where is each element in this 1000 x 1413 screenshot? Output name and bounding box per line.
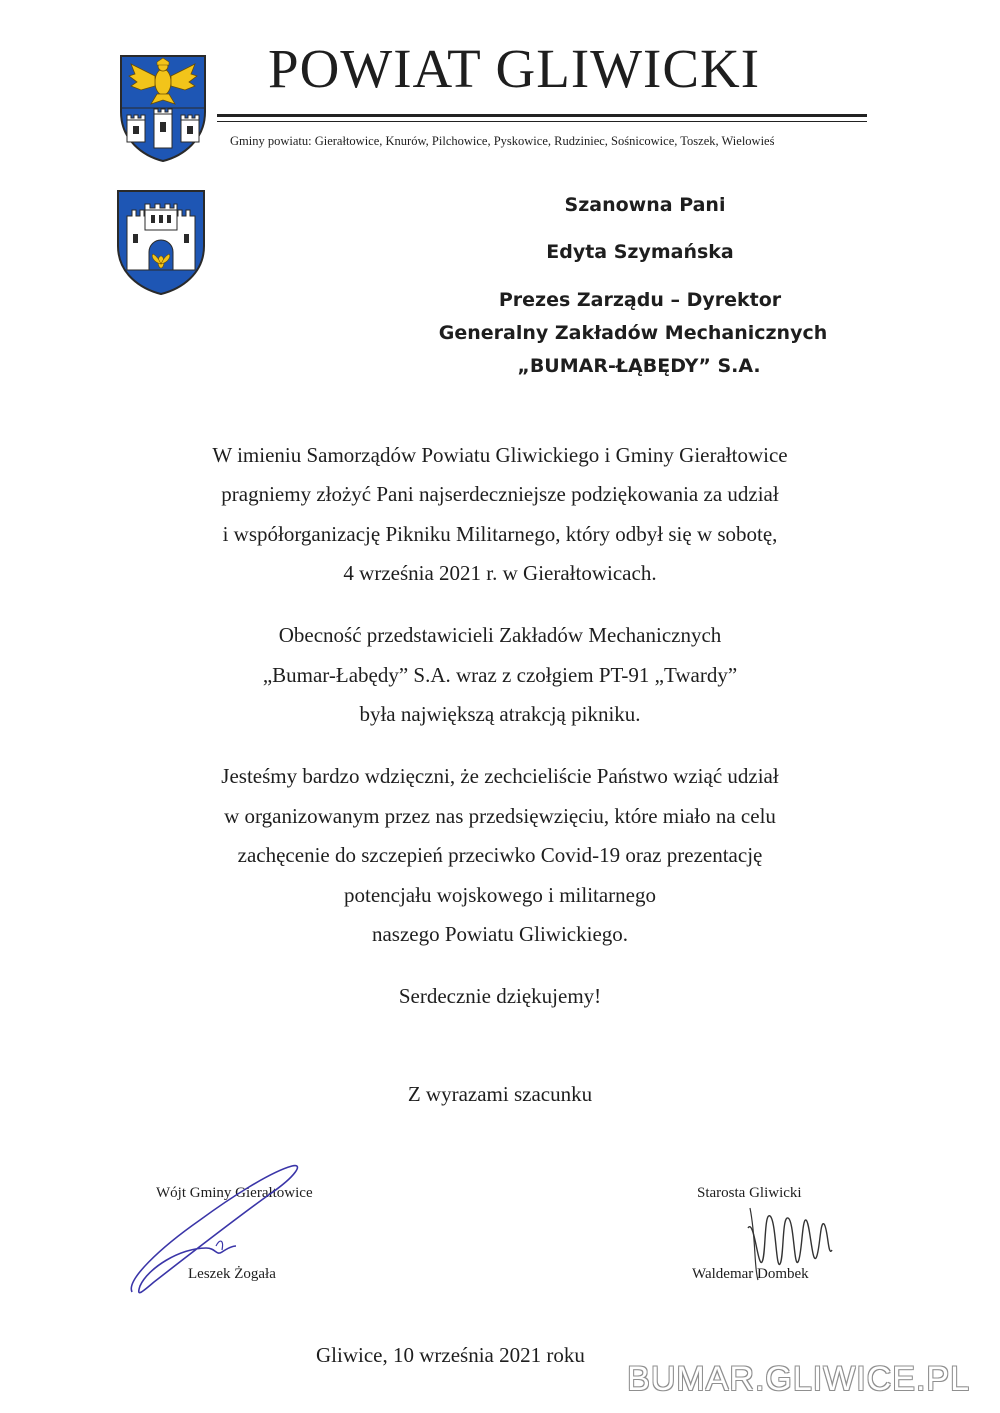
place-and-date: Gliwice, 10 września 2021 roku xyxy=(316,1343,585,1367)
paragraph-3-line-2: w organizowanym przez nas przedsięwzięciu, które miało na celu xyxy=(224,804,776,828)
paragraph-2-line-3: była największą atrakcją pikniku. xyxy=(359,702,641,726)
header-rule-thin xyxy=(217,121,867,122)
header-title: POWIAT GLIWICKI xyxy=(268,38,761,99)
addressee-name: Edyta Szymańska xyxy=(546,241,734,263)
left-signatory-name: Leszek Żogała xyxy=(188,1266,276,1282)
left-handwritten-signature-icon xyxy=(120,1150,320,1310)
left-signatory-title: Wójt Gminy Gierałtowice xyxy=(156,1185,313,1201)
paragraph-3-line-3: zachęcenie do szczepień przeciwko Covid-19 oraz prezentację xyxy=(237,843,763,867)
addressee-position-line2: Generalny Zakładów Mechanicznych xyxy=(438,322,828,344)
paragraph-3-line-1: Jesteśmy bardzo wdzięczni, że zechcieliście Państwo wziąć udział xyxy=(221,764,779,788)
powiat-coat-of-arms-icon xyxy=(117,52,209,164)
salutation: Szanowna Pani xyxy=(564,194,726,216)
addressee-position-line3: „BUMAR-ŁĄBĘDY” S.A. xyxy=(517,355,761,377)
paragraph-2-line-1: Obecność przedstawicieli Zakładów Mechanicznych xyxy=(278,623,722,647)
paragraph-1-line-1: W imieniu Samorządów Powiatu Gliwickiego i Gminy Gierałtowice xyxy=(212,443,788,467)
paragraph-2-line-2: „Bumar-Łabędy” S.A. wraz z czołgiem PT-91 „Twardy” xyxy=(262,663,738,687)
thanks-line: Serdecznie dziękujemy! xyxy=(398,984,602,1008)
gmina-coat-of-arms-icon xyxy=(115,188,207,296)
watermark: BUMAR.GLIWICE.PL xyxy=(627,1360,970,1398)
paragraph-3-line-5: naszego Powiatu Gliwickiego. xyxy=(371,922,629,946)
paragraph-1-line-4: 4 września 2021 r. w Gierałtowicach. xyxy=(343,561,657,585)
paragraph-1-line-2: pragniemy złożyć Pani najserdeczniejsze podziękowania za udział xyxy=(221,482,779,506)
right-handwritten-signature-icon xyxy=(740,1198,840,1288)
right-signatory-title: Starosta Gliwicki xyxy=(697,1185,802,1201)
paragraph-1-line-3: i współorganizację Pikniku Militarnego, który odbył się w sobotę, xyxy=(222,522,778,546)
paragraph-3-line-4: potencjału wojskowego i militarnego xyxy=(343,883,657,907)
right-signatory-name: Waldemar Dombek xyxy=(692,1266,809,1282)
addressee-position-line1: Prezes Zarządu – Dyrektor xyxy=(498,289,782,311)
regards-line: Z wyrazami szacunku xyxy=(407,1082,593,1106)
header-rule-thick xyxy=(217,114,867,117)
gminy-list: Gminy powiatu: Gierałtowice, Knurów, Pilchowice, Pyskowice, Rudziniec, Sośnicowice, Toszek, Wielowieś xyxy=(230,134,775,148)
